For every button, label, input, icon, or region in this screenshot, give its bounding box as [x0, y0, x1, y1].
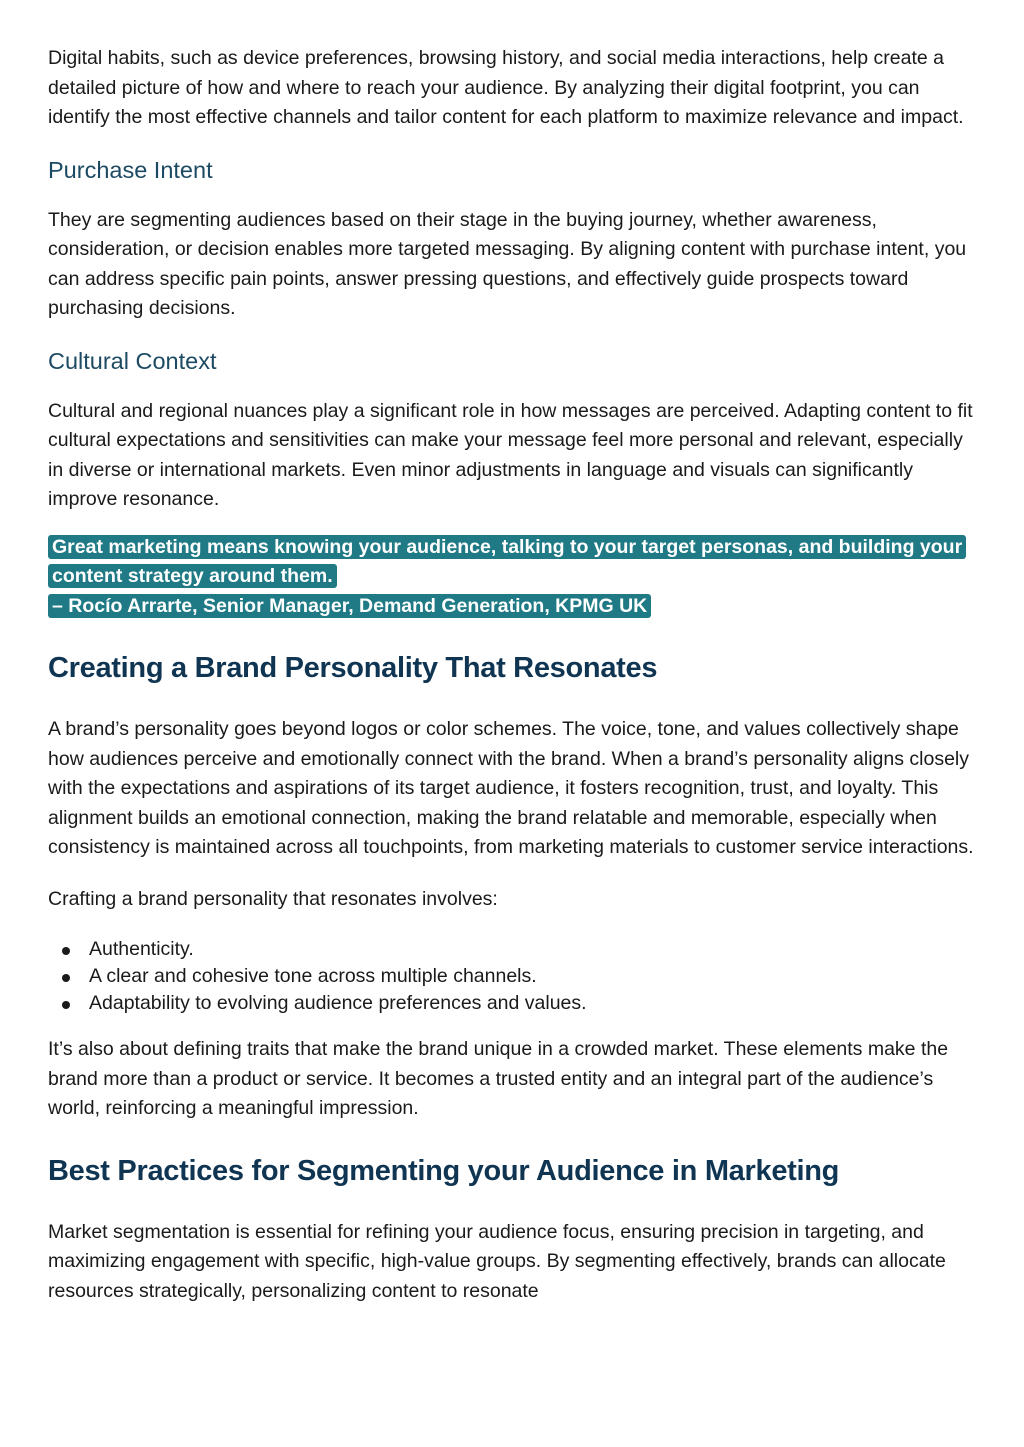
brand-traits-list: [48, 936, 983, 1017]
brand-personality-paragraph: A brand’s personality goes beyond logos or color schemes. The voice, tone, and values collectively shape how audiences perceive and emotionally connect with the brand. When a brand’s personality aligns closely with the expectations and aspirations of its target audience, it fosters recognition, trust, and loyalty. This alignment builds an emotional connection, making the brand relatable and memorable, especially when consistency is maintained across all touchpoints, from marketing materials to customer service interactions.: [48, 718, 974, 858]
list-intro: Crafting a brand personality that resonates involves:: [48, 887, 498, 910]
list-item: Authenticity.: [48, 936, 983, 963]
bullet-icon: [62, 974, 70, 982]
quote-text: Great marketing means knowing your audience, talking to your target personas, and building your content strategy around them.: [48, 535, 966, 589]
cultural-context-heading: Cultural Context: [48, 347, 217, 374]
cultural-context-paragraph: Cultural and regional nuances play a significant role in how messages are perceived. Adapting content to fit cultural expectations and sensitivities can make your message feel more personal and relevant, especially in diverse or international markets. Even minor adjustments in language and visuals can significantly improve resonance.: [48, 399, 973, 510]
pull-quote: [48, 533, 983, 622]
purchase-intent-heading: Purchase Intent: [48, 156, 213, 183]
intro-paragraph: Digital habits, such as device preferences, browsing history, and social media interactions, help create a detailed picture of how and where to reach your audience. By analyzing their digital footprint, you can identify the most effective channels and tailor content for each platform to maximize relevance and impact.: [48, 47, 964, 128]
list-item: Adaptability to evolving audience preferences and values.: [48, 990, 983, 1017]
quote-attribution: – Rocío Arrarte, Senior Manager, Demand Generation, KPMG UK: [48, 594, 651, 618]
list-item: A clear and cohesive tone across multiple channels.: [48, 963, 983, 990]
purchase-intent-paragraph: They are segmenting audiences based on their stage in the buying journey, whether awareness, consideration, or decision enables more targeted messaging. By aligning content with purchase intent, you can address specific pain points, answer pressing questions, and effectively guide prospects toward purchasing decisions.: [48, 208, 967, 319]
best-practices-heading: Best Practices for Segmenting your Audience in Marketing: [48, 1154, 840, 1187]
bullet-icon: [62, 947, 70, 955]
document-page: [48, 44, 983, 1306]
best-practices-paragraph: Market segmentation is essential for refining your audience focus, ensuring precision in targeting, and maximizing engagement with specific, high-value groups. By segmenting effectively, brands can allocate resources strategically, personalizing content to resonate: [48, 1220, 946, 1302]
brand-personality-closing: It’s also about defining traits that make the brand unique in a crowded market. These elements make the brand more than a product or service. It becomes a trusted entity and an integral part of the audience’s world, reinforcing a meaningful impression.: [48, 1038, 949, 1119]
brand-personality-heading: Creating a Brand Personality That Resonates: [48, 652, 658, 684]
bullet-icon: [62, 1001, 70, 1009]
